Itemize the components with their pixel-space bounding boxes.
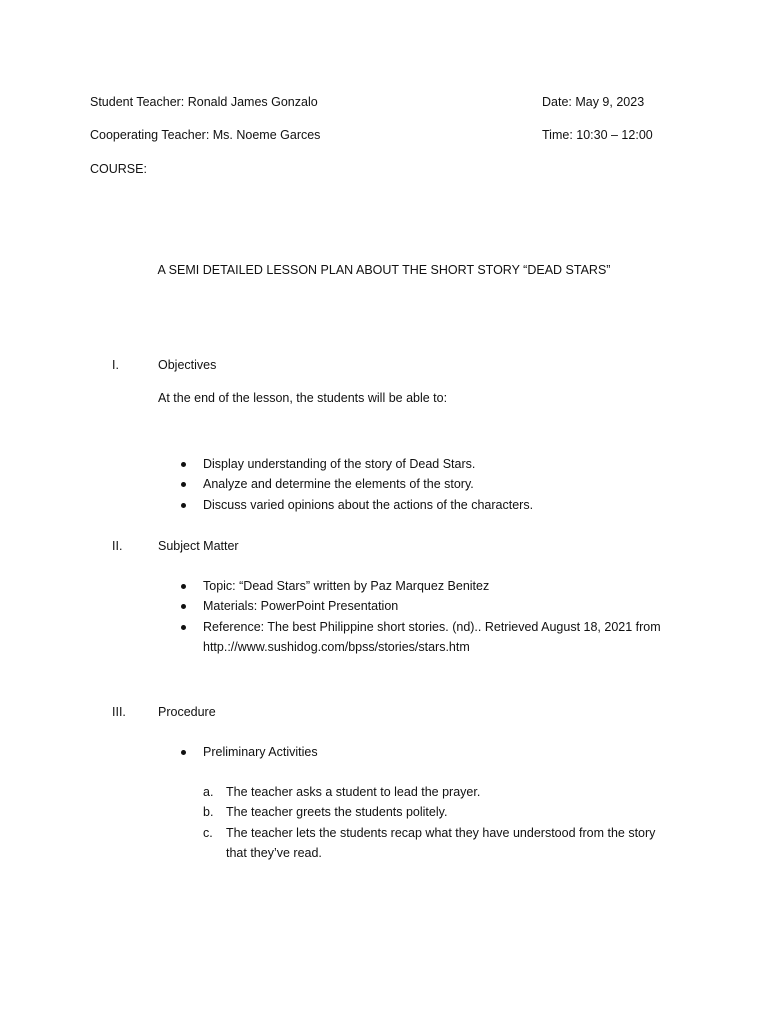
- cooperating-teacher: Cooperating Teacher: Ms. Noeme Garces: [90, 128, 321, 142]
- section-numeral-objectives: I.: [112, 358, 119, 372]
- step-text: The teacher greets the students politely.: [226, 805, 448, 819]
- objectives-intro: At the end of the lesson, the students will be able to:: [158, 391, 448, 405]
- bullet-icon: [181, 750, 186, 755]
- objective-item: Discuss varied opinions about the actions of the characters.: [203, 498, 534, 512]
- section-numeral-subject-matter: II.: [112, 539, 123, 553]
- time: Time: 10:30 – 12:00: [542, 128, 653, 142]
- step-letter: b.: [203, 805, 214, 819]
- bullet-icon: [181, 482, 186, 487]
- step-text: The teacher lets the students recap what they have understood from the story: [226, 826, 656, 840]
- course-label: COURSE:: [90, 162, 147, 176]
- document-title: A SEMI DETAILED LESSON PLAN ABOUT THE SHORT STORY “DEAD STARS”: [157, 263, 611, 277]
- section-numeral-procedure: III.: [112, 705, 126, 719]
- objective-item: Analyze and determine the elements of the story.: [203, 477, 474, 491]
- bullet-icon: [181, 462, 186, 467]
- bullet-icon: [181, 625, 186, 630]
- subject-topic: Topic: “Dead Stars” written by Paz Marquez Benitez: [203, 579, 490, 593]
- bullet-icon: [181, 604, 186, 609]
- step-letter: c.: [203, 826, 213, 840]
- subject-materials: Materials: PowerPoint Presentation: [203, 599, 399, 613]
- bullet-icon: [181, 584, 186, 589]
- section-heading-objectives: Objectives: [158, 358, 217, 372]
- step-text-continued: that they’ve read.: [226, 846, 322, 860]
- subject-reference: Reference: The best Philippine short stories. (nd).. Retrieved August 18, 2021 from: [203, 620, 661, 634]
- objective-item: Display understanding of the story of Dead Stars.: [203, 457, 476, 471]
- procedure-bullet: Preliminary Activities: [203, 745, 318, 759]
- section-heading-subject-matter: Subject Matter: [158, 539, 239, 553]
- step-text: The teacher asks a student to lead the prayer.: [226, 785, 481, 799]
- step-letter: a.: [203, 785, 214, 799]
- bullet-icon: [181, 503, 186, 508]
- section-heading-procedure: Procedure: [158, 705, 216, 719]
- subject-reference-url: http.://www.sushidog.com/bpss/stories/stars.htm: [203, 640, 470, 654]
- student-teacher: Student Teacher: Ronald James Gonzalo: [90, 95, 318, 109]
- date: Date: May 9, 2023: [542, 95, 645, 109]
